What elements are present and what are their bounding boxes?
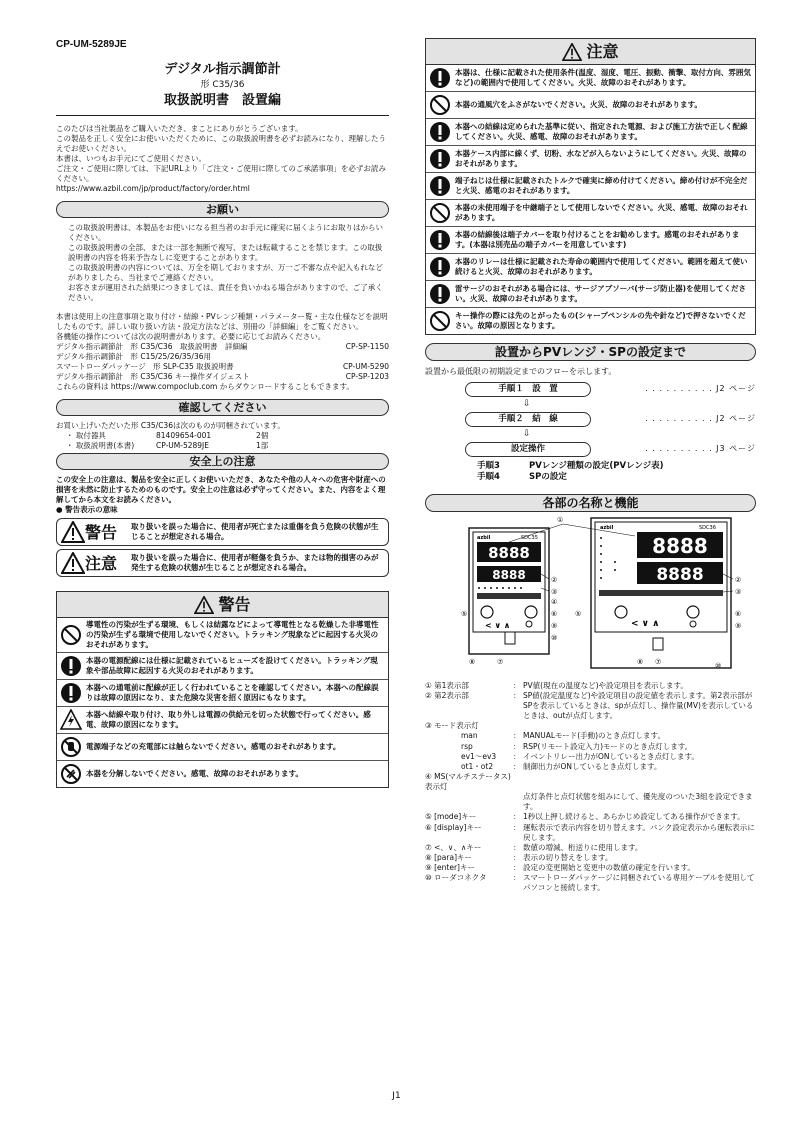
parts-definitions <box>425 681 756 894</box>
warning-triangle-icon <box>194 596 214 614</box>
safety-item-text: 本器ケース内部に線くず、切粉、水などが入らないようにしてください。火災、故障のおそれがあります。 <box>455 149 747 168</box>
caution-triangle-icon <box>562 43 582 61</box>
step-line: 手順4 SPの設定 <box>477 472 567 483</box>
svg-text:⑦: ⑦ <box>497 657 504 666</box>
svg-text:③: ③ <box>551 587 558 596</box>
safety-item <box>426 91 755 118</box>
svg-text:⑤: ⑤ <box>575 609 582 618</box>
svg-text:⑨: ⑨ <box>551 621 558 630</box>
package-item: ・ 取付器具 81409654-001 2個 <box>66 430 269 440</box>
caution-triangle-icon <box>61 552 85 574</box>
download-note: これらの資料は https://www.compoclub.com からダウンロードすることもできます。 <box>56 382 354 392</box>
svg-text:③: ③ <box>735 587 742 596</box>
safety-item <box>426 65 755 91</box>
ms-indicator <box>599 590 723 596</box>
confirm-heading: 確認してください <box>56 399 389 416</box>
safety-item <box>426 118 755 145</box>
manual-ref: デジタル指示調節計 形 C35/C36 キー操作ダイジェスト CP-SP-1203 <box>56 372 389 382</box>
svg-text:⑥: ⑥ <box>551 609 558 618</box>
warning-box <box>56 591 389 787</box>
parts-heading: 各部の名称と機能 <box>425 494 756 512</box>
mandatory-icon <box>429 229 451 251</box>
manual-ref: デジタル指示調節計 形 C35/C36 取扱説明書 詳細編 CP-SP-1150 <box>56 341 389 351</box>
mandatory-icon <box>429 148 451 170</box>
sp-display: 8888 <box>492 567 526 582</box>
safety-item <box>426 199 755 226</box>
mandatory-icon <box>429 121 451 143</box>
display-key <box>525 606 537 618</box>
confirm-lead: お買い上げいただいた形 C35/C36は次のものが同梱されています。 <box>56 420 285 430</box>
display-key <box>687 606 699 618</box>
request-heading: お願い <box>56 201 389 218</box>
safety-item <box>57 733 388 760</box>
svg-text:⑩: ⑩ <box>551 633 558 642</box>
mandatory-icon <box>429 175 451 197</box>
brand-logo: azbil <box>477 534 491 541</box>
safety-item-text: 雷サージのおそれがある場合には、サージアブソーバ(サージ防止器)を使用してください。火災、故障のおそれがあります。 <box>455 284 747 303</box>
flow-step: 設定操作 . . . . . . . . . . J3 ページ <box>425 442 756 457</box>
svg-text:⑦: ⑦ <box>655 657 662 666</box>
pv-display: 8888 <box>652 533 708 558</box>
request-section <box>56 223 389 304</box>
warning-box-title: 警告 <box>218 595 251 615</box>
safety-item <box>426 280 755 307</box>
svg-text:⑧: ⑧ <box>469 657 476 666</box>
part-definition: ⑦ <、∨、∧キー ： 数値の増減、桁送りに使用します。 <box>425 842 643 852</box>
caution-level: 注意 取り扱いを誤った場合に、使用者が軽傷を負うか、または物的損害のみが発生する危険の状態が生じることが想定される場合。 <box>56 549 389 577</box>
prohibit-icon <box>429 94 451 116</box>
shock-icon <box>60 709 82 731</box>
prohibit-icon <box>429 310 451 332</box>
safety-item <box>57 618 388 651</box>
mandatory-icon <box>60 682 82 704</box>
svg-text:⑨: ⑨ <box>735 621 742 630</box>
brand-logo: azbil <box>600 524 614 531</box>
safety-text: この安全上の注意は、製品を安全に正しくお使いいただき、あなたや他の人々への危害や財産への損害を未然に防止するためのものです。安全上の注意は必ず守ってください。また、内容をよく理解してから本文をお読みください。 <box>56 474 386 505</box>
part-definition: ⑤ [mode]キー ： 1秒以上押し続けると、あらかじめ設定してある操作ができます。 <box>425 812 745 822</box>
prohibit-icon <box>60 624 82 646</box>
safety-item <box>426 145 755 172</box>
prohibit-icon <box>429 202 451 224</box>
caution-box-title: 注意 <box>586 41 619 61</box>
model-label-a: SDC35 <box>521 534 538 541</box>
safety-item-text: 電源端子などの充電部には触らないでください。感電のおそれがあります。 <box>86 741 341 751</box>
part-definition: ② 第2表示部 ： SP値(設定温度など)や設定項目の設定値を表示します。第2表示部がSPを表示しているときは、spが点灯し、操作量(MV)を表示しているときは、outが点灯します。 <box>425 690 754 721</box>
part-definition: rsp ： RSP(リモート設定入力)モードのとき点灯します。 <box>461 741 693 751</box>
sp-display: 8888 <box>656 564 704 585</box>
ms-indicator <box>477 593 541 599</box>
safety-item-text: 本器の結線後は端子カバーを取り付けることをお勧めします。感電のおそれがあります。(本器は別売品の端子カバーを用意しています) <box>455 230 740 249</box>
safety-item <box>57 652 388 679</box>
document-code: CP-UM-5289JE <box>56 39 127 50</box>
manual-ref: デジタル指示調節計 形 C15/25/26/35/36用 <box>56 352 211 362</box>
safety-item-text: 本器へ結線や取り付け、取り外しは電源の供給元を切った状態で行ってください。感電、故障の原因になります。 <box>86 709 371 729</box>
part-definition: 点灯条件と点灯状態を組みにして、優先度のついた3組を設定できます。 <box>523 792 753 812</box>
safety-item-text: 本器のリレーは仕様に記載された寿命の範囲内で使用してください。範囲を超えて使い続けると火災、故障のおそれがあります。 <box>455 257 748 276</box>
request-para: この取扱説明書の全部、または一部を無断で複写、または転載することを禁じます。この取扱説明書の内容を将来予告なしに変更することがあります。 <box>68 242 383 262</box>
caution-box <box>425 38 756 335</box>
safety-item-text: 本器は、仕様に記載された使用条件(温度、湿度、電圧、振動、衝撃、取付方向、雰囲気など)の範囲内で使用してください。火災、故障のおそれがあります。 <box>455 68 751 87</box>
mode-key <box>615 606 627 618</box>
model-label-b: SDC36 <box>699 524 716 531</box>
signal-meaning: ● 警告表示の意味 <box>56 505 118 515</box>
flow-arrow-icon: ⇩ <box>523 398 531 409</box>
warning-level: 警告 取り扱いを誤った場合に、使用者が死亡または重傷を負う危険の状態が生じることが想定される場合。 <box>56 518 389 546</box>
arrow-keys-icon: < ∨ ∧ <box>485 620 511 630</box>
step-line: 手順3 PVレンジ種類の設定(PVレンジ表) <box>477 460 664 471</box>
safety-item-text: 本器への結線は定められた基準に従い、指定された電源、および施工方法で正しく配線してください。火災、感電、故障のおそれがあります。 <box>455 122 748 141</box>
scope-para: 各機能の操作については次の説明書があります。必要に応じてお読みください。 <box>56 331 326 341</box>
title-divider <box>56 115 389 116</box>
scope-section <box>56 312 389 393</box>
safety-item <box>57 706 388 733</box>
request-para: お客さまが運用された結果につきましては、責任を負いかねる場合がありますので、ご了承ください。 <box>68 283 383 303</box>
no-touch-icon <box>60 736 82 758</box>
flow-step: 手順２ 結 線 . . . . . . . . . . J2 ページ <box>425 412 756 427</box>
loader-connector <box>690 621 696 627</box>
mandatory-icon <box>429 67 451 89</box>
mandatory-icon <box>60 655 82 677</box>
manual-ref: スマートローダパッケージ 形 SLP-C35 取扱説明書 CP-UM-5290 <box>56 362 389 372</box>
mandatory-icon <box>429 283 451 305</box>
setup-lead: 設置から最低限の初期設定までのフローを示します。 <box>425 367 617 376</box>
left-column <box>56 60 389 788</box>
part-definition: ① 第1表示部 ： PV値(現在の温度など)や設定項目を表示します。 <box>425 680 688 690</box>
scope-para: 本書は使用上の注意事項と取り付け・結線・PVレンジ種類・パラメーター覧・主な仕様などを説明したものです。詳しい取り扱い方法・設定方法などは、別冊の「詳細編」をご覧ください。 <box>56 311 388 331</box>
part-definition: ④ MS(マルチステータス)表示灯 <box>425 771 511 792</box>
safety-item <box>426 172 755 199</box>
svg-text:①: ① <box>557 515 564 524</box>
safety-item-text: キー操作の際には先のとがったもの(シャープペンシルの先や針など)で押さないでください。故障の原因となります。 <box>455 311 746 330</box>
mode-indicator-lamps <box>478 587 522 589</box>
request-para: この取扱説明書の内容については、万全を期しておりますが、万一ご不審な点や記入もれなどがありましたら、当社までご連絡ください。 <box>68 263 383 283</box>
intro-line: ご注文・ご使用に際しては、下記URLより「ご注文・ご使用に際してのご承諾事項」を必ずお読みください。 <box>56 164 386 184</box>
part-definition: man ： MANUALモード(手動)のとき点灯します。 <box>461 731 665 741</box>
safety-item-text: 本器の電源配線には仕様に記載されているヒューズを設けてください。トラッキング現象や部品故障に起因する火災のおそれがあります。 <box>86 655 378 675</box>
safety-item <box>426 307 755 334</box>
request-para: この取扱説明書は、本製品をお使いになる担当者のお手元に確実に届くようにお取りはからいください。 <box>68 222 383 242</box>
part-definition: ⑨ [enter]キー ： 設定の変更開始と変更中の数値の確定を行います。 <box>425 863 695 873</box>
part-definition: ⑥ [display]キー ： 運転表示で表示内容を切り替えます。バンク設定表示から運転表示に戻します。 <box>425 822 755 842</box>
flow-arrow-icon: ⇩ <box>523 428 531 439</box>
safety-heading: 安全上の注意 <box>56 453 389 470</box>
part-definition: ot1・ot2 ： 制御出力がONしているとき点灯します。 <box>461 761 662 771</box>
svg-text:⑤: ⑤ <box>461 609 468 618</box>
warning-triangle-icon <box>61 521 85 543</box>
mandatory-icon <box>429 256 451 278</box>
arrow-keys-icon: < ∨ ∧ <box>631 618 660 629</box>
front-panel-diagram <box>425 516 756 676</box>
intro-line: この製品を正しく安全にお使いいただくために、この取扱説明書を必ずお読みになり、理解したうえでお使いください。 <box>56 133 386 153</box>
svg-text:②: ② <box>551 575 558 584</box>
safety-item <box>57 679 388 706</box>
svg-text:⑩: ⑩ <box>715 661 722 670</box>
safety-item-text: 本器の通風穴をふさがないでください。火災、故障のおそれがあります。 <box>455 100 702 110</box>
manual-subtitle: 取扱説明書 設置編 <box>163 93 281 109</box>
safety-item-text: 端子ねじは仕様に記載されたトルクで確実に締め付けてください。締め付けが不完全だと火災、感電のおそれがあります。 <box>455 176 748 195</box>
right-column <box>425 38 756 893</box>
part-definition: ev1〜ev3 ： イベントリレー出力がONしているとき点灯します。 <box>461 751 699 761</box>
svg-text:②: ② <box>735 575 742 584</box>
svg-text:④: ④ <box>551 597 558 606</box>
svg-text:⑥: ⑥ <box>735 609 742 618</box>
part-definition: ⑧ [para]キー ： 表示の切り替えをします。 <box>425 852 613 862</box>
part-definition: ⑩ ローダコネクタ ： スマートローダパッケージに同梱されている専用ケーブルを使用してパソコンと接続します。 <box>425 873 755 893</box>
page-number: J1 <box>392 1091 401 1101</box>
model-number: 形 C35/36 <box>200 79 245 90</box>
intro-section <box>56 124 389 195</box>
safety-item <box>426 226 755 253</box>
mode-indicator-lamps <box>600 537 616 579</box>
intro-line: このたびは当社製品をご購入いただき、まことにありがとうございます。 <box>56 123 303 133</box>
svg-text:⑧: ⑧ <box>637 657 644 666</box>
loader-connector <box>526 621 532 627</box>
flow-step: 手順１ 設 置 . . . . . . . . . . J2 ページ <box>425 382 756 397</box>
safety-item-text: 導電性の汚染が生ずる環境、もしくは結露などによって導電性となる乾燥した非導電性の汚染が生ずる環境で使用しないでください。トラッキング現象などに起因する火災のおそれがあります。 <box>86 620 379 649</box>
order-url[interactable]: https://www.azbil.com/jp/product/factory/order.html <box>56 184 250 194</box>
product-title: デジタル指示調節計 <box>164 62 281 77</box>
package-item: ・ 取扱説明書(本書) CP-UM-5289JE 1部 <box>66 440 269 450</box>
setup-heading: 設置からPVレンジ・SPの設定まで <box>425 343 756 361</box>
safety-item <box>57 760 388 787</box>
safety-item-text: 本器の未使用端子を中継端子として使用しないでください。火災、感電、故障のおそれがあります。 <box>455 203 748 222</box>
mode-key <box>481 606 493 618</box>
safety-item-text: 本器への通電前に配線が正しく行われていることを確認してください。本器への配線誤りは故障の原因になり、また危険な災害を招く原因にもなります。 <box>86 682 379 702</box>
pv-display: 8888 <box>488 543 530 562</box>
part-definition: ③ モード表示灯 <box>425 721 479 731</box>
safety-item <box>426 253 755 280</box>
intro-line: 本書は、いつもお手元にてご使用ください。 <box>56 154 206 164</box>
safety-item-text: 本器を分解しないでください。感電、故障のおそれがあります。 <box>86 768 303 778</box>
no-disassemble-icon <box>60 763 82 785</box>
